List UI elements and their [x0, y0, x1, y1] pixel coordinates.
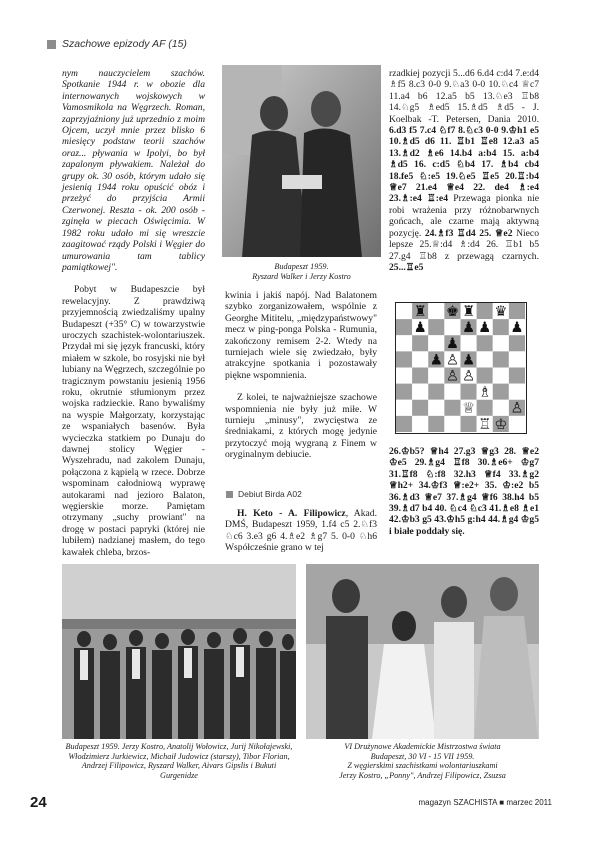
col3-moves-2: 24.♗f3 ♖d4 25. ♕e2: [424, 227, 513, 239]
col3-comment-1: Przewaga pionka nie robi wrażenia przy różnobarwnych gońcach, ale czarne mają aktywną pozycję.: [389, 193, 540, 239]
col3-final-moves: [389, 446, 539, 537]
board-square: [428, 319, 444, 335]
board-square: [396, 368, 412, 384]
col2-paragraph-1: kwinia i jakiś napój. Nad Balatonem szybko zorganizowałem, wspólnie z Georghe Mititelu, „międzypaństwowy" mecz w ping-ponga Polska - Rumunia, zakończony remisem 2-2. Wtedy na turniejach wiele się zwiedzało, były atrakcyjne spotkania i pozostawały piękne wspomnienia.: [225, 290, 377, 381]
board-square: [493, 335, 509, 351]
board-square: [428, 400, 444, 416]
chess-piece: ♜: [413, 303, 427, 320]
chess-piece: ♟: [445, 336, 459, 353]
chess-piece: ♖: [478, 416, 492, 432]
board-square: [493, 400, 509, 416]
chess-piece: ♕: [462, 400, 476, 417]
chess-piece: ♙: [462, 368, 476, 385]
photo-team-group-image: [62, 564, 296, 739]
debut-square-icon: [226, 491, 233, 498]
board-square: [444, 384, 460, 400]
board-square: [428, 303, 444, 319]
col3-variation: rzadkiej pozycji 5...d6 6.d4 c:d4 7.e:d4 ♗f5 8.c3 0-0 9.♘a3 0-0 10.♘c4 ♕c7 11.a4 b6 12.a5 b5 13.♘e3 ♖b8 14.♘g5 ♗ed5 15.♗d5 ♗d5 - J. Koelbak -T. Petersen, Dania 2010.: [389, 68, 539, 125]
photo-walker-kostro-image: [222, 65, 381, 257]
board-square: [509, 303, 525, 319]
photo-team-group: [62, 564, 296, 739]
chess-piece: ♟: [413, 320, 427, 337]
col3-moves-3: 25...♖e5: [389, 261, 424, 273]
board-square: [493, 319, 509, 335]
col2-paragraph-2: Z kolei, te najważniejsze szachowe wspomnienia nie były już miłe. W turnieju „minusy", zwycięstwa ze średniakami, z których mogę jedynie przytoczyć moją wygraną z Finem w oryginalnym debiucie.: [225, 392, 377, 461]
column-1: [62, 68, 205, 558]
chess-diagram: [395, 302, 527, 434]
chess-piece: ♙: [445, 352, 459, 369]
board-square: [396, 416, 412, 432]
board-square: [461, 384, 477, 400]
board-square: [444, 416, 460, 432]
board-square: [412, 335, 428, 351]
photo2-caption-text: Budapeszt 1959. Jerzy Kostro, Anatolij Wołowicz, Jurij Nikołajewski, Włodzimierz Jurkiewicz, Michaił Judowicz (starszy), Tibor Florian, Andrzej Filipowicz, Ryszard Walker, Aivars Gipslis i Bukuti Gurgenidze: [65, 742, 293, 780]
page-number: 24: [30, 794, 47, 811]
chess-piece: ♟: [462, 320, 476, 337]
header-square-icon: [47, 40, 56, 49]
board-square: [412, 351, 428, 367]
chess-piece: ♛: [494, 303, 508, 320]
photo3-caption: [306, 742, 539, 780]
board-square: [509, 416, 525, 432]
board-square: [509, 351, 525, 367]
photo2-caption: [62, 742, 296, 780]
board-square: [412, 368, 428, 384]
photo3-caption-line-1: VI Drużynowe Akademickie Mistrzostwa świata: [344, 742, 501, 751]
chess-piece: ♚: [445, 303, 459, 320]
board-square: [396, 351, 412, 367]
board-square: [477, 400, 493, 416]
chess-piece: ♜: [462, 303, 476, 320]
board-square: [461, 416, 477, 432]
board-square: [509, 384, 525, 400]
board-square: [477, 335, 493, 351]
photo-volunteers-image: [306, 564, 539, 739]
board-square: [412, 416, 428, 432]
column-3: [389, 68, 539, 273]
debut-heading: [226, 489, 302, 499]
board-square: [444, 400, 460, 416]
col3-final-moves-text: 26.♔b5? ♕h4 27.g3 ♕g3 28. ♕e2 ♔e5 29.♗g4 ♖f8 30.♗e6+ ♔g7 31.♖f8 ♘:f8 32.h3 ♕f4 33.♗g2 ♕h2+ 34.♔f3 ♕:e2+ 35. ♔:e2 b5 36.♗d3 ♕e7 37.♗g4 ♕f6 38.h4 b5 39.♗d7 b4 40. ♘c4 ♘c3 41.♗e8 ♗e1 42.♔b3 g5 43.♔h5 g:h4 44.♗g4 ♔g5 i białe poddały się.: [389, 446, 539, 537]
board-square: [428, 384, 444, 400]
section-header: [47, 38, 187, 50]
photo-walker-kostro: [222, 65, 381, 257]
photo1-caption-line-1: Budapeszt 1959.: [274, 262, 329, 271]
game-players: H. Keto - A. Filipowicz: [237, 508, 346, 519]
chess-piece: ♙: [510, 400, 524, 417]
chess-piece: ♗: [478, 384, 492, 401]
board-square: [493, 351, 509, 367]
chess-piece: ♙: [445, 368, 459, 385]
photo3-caption-line-3: Z węgierskimi szachistkami wolontariuszkami: [347, 761, 498, 771]
chess-piece: ♟: [478, 320, 492, 337]
magazine-footer: magazyn SZACHISTA ■ marzec 2011: [418, 798, 552, 807]
col1-paragraph-2: Pobyt w Budapeszcie był rewelacyjny. Z prawdziwą przyjemnością zwiedzaliśmy upalny Budapeszt (+35° C) w towarzystwie uroczych szachistek-wolontariuszek. Przydał mi się język francuski, który miałem w szkole, bo rosyjski nie był lubiany na Węgrzech, szczególnie po tragicznym powstaniu jesienią 1956 roku, okrutnie stłumionym przez wojska radzieckie. Rano bywaliśmy na wyspie Małgorzaty, korzystając ze wspaniałych basenów. Była wycieczka statkiem po Dunaju do dawnej stolicy Węgier - Wyszehradu, nad zakolem Dunaju, połączona z kąpielą w rzece. Dobrze wspominam całodniową wyprawę autokarami nad jezioro Balaton, węgierskie morze. Pamiętam otrzymany „suchy prowiant" na drogę w postaci papryki (której nie lubiłem) nadzianej masłem, do tego kawałek chleba, brzos-: [62, 284, 205, 558]
chess-piece: ♟: [429, 352, 443, 369]
photo1-caption-line-2: Ryszard Walker i Jerzy Kostro: [252, 271, 351, 281]
board-square: [396, 319, 412, 335]
board-square: [428, 416, 444, 432]
board-square: [428, 335, 444, 351]
board-square: [412, 384, 428, 400]
chess-piece: ♔: [494, 416, 508, 432]
board-square: [396, 400, 412, 416]
photo-volunteers: [306, 564, 539, 739]
board-square: [461, 335, 477, 351]
board-square: [509, 368, 525, 384]
board-square: [493, 368, 509, 384]
debut-name: Debiut Birda A02: [238, 489, 302, 499]
board-square: [444, 319, 460, 335]
board-square: [396, 303, 412, 319]
col3-comment-2: Nieco lepsze 25.♕:d4 ♗:d4 26. ♖b1 b5 27.g4 ♖b8 z przewagą czarnych.: [389, 227, 539, 262]
game-moves-start: , Akad. DMŚ, Budapeszt 1959, 1.f4 c5 2.♘f3 ♘c6 3.e3 g6 4.♗e2 ♗g7 5. 0-0 ♘h6 Współcześnie grano w tej: [225, 508, 377, 554]
game-score-start: [225, 508, 377, 554]
photo3-caption-line-4: Jerzy Kostro, „Ponny", Andrzej Filipowicz, Zsuzsa: [339, 770, 506, 780]
board-square: [428, 368, 444, 384]
col1-paragraph-1: nym nauczycielem szachów. Spotkanie 1944 r. w obozie dla internowanych wojskowych w Vamosmikola na Węgrzech. Roman, zaprzyjaźniony już uprzednio z moim Ojcem, uczył mnie przez blisko 6 miesięcy podstaw teorii szachów oraz... pływania w Ipolyi, bo był zapalonym pływakiem. Należał do grupy ok. 30 osób, którym udało się jesienią 1944 roku opuścić obóz i przeżyć do przyjścia Armii Czerwonej. Reszta - ok. 200 osób - zginęła w piecach Oświęcimia. W 1982 roku udało mi się wreszcie zaagitować rządy Polski i Węgier do umurowania tam tablicy pamiątkowej".: [62, 68, 205, 273]
board-square: [396, 384, 412, 400]
chess-piece: ♟: [510, 320, 524, 337]
board-square: [509, 335, 525, 351]
chess-piece: ♟: [462, 352, 476, 369]
section-title: Szachowe epizody AF (15): [62, 38, 187, 50]
board-square: [477, 368, 493, 384]
board-square: [477, 303, 493, 319]
board-square: [477, 351, 493, 367]
board-square: [493, 384, 509, 400]
column-2: [225, 290, 377, 461]
board-square: [396, 335, 412, 351]
board-square: [412, 400, 428, 416]
photo1-caption: [222, 262, 381, 281]
photo3-caption-line-2: Budapeszt, 30 VI - 15 VII 1959.: [370, 751, 475, 761]
chess-board: [396, 303, 525, 432]
col3-main-line: 6.d3 f5 7.c4 ♘f7 8.♘c3 0-0 9.♔h1 e5 10.♗d5 d6 11. ♖b1 ♖e8 12.a3 a5 13.♗d2 ♗e6 14.b4 a:b4 15. a:b4 ♗d5 16. c:d5 ♘b4 17. ♗b4 cb4 18.fe5 ♘:e5 19.♘e5 ♖e5 20.♖:b4 ♕e7 21.e4 ♕e4 22. de4 ♗:e4 23.♗:e4 ♖:e4: [389, 125, 539, 205]
